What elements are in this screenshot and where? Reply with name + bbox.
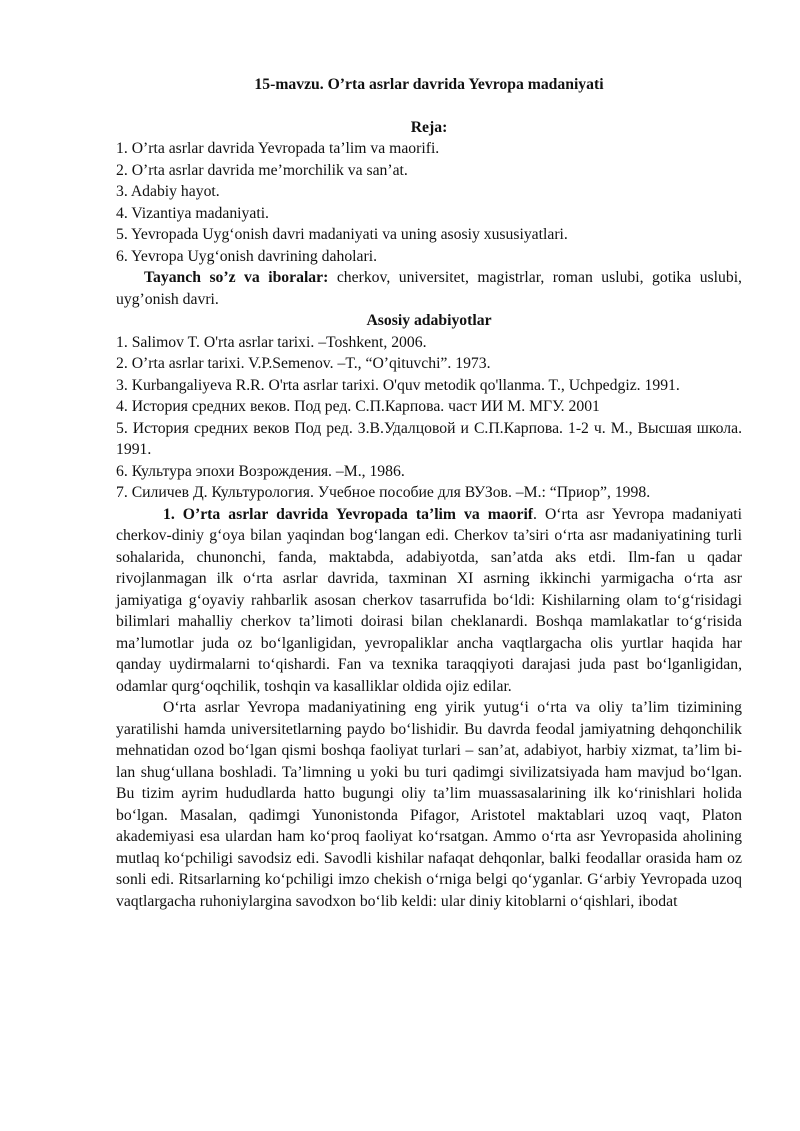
literature-item: 7. Силичев Д. Культурология. Учебное пособие для ВУЗов. –М.: “Приор”, 1998. (116, 484, 651, 501)
section1-heading: 1. O’rta asrlar davrida Yevropada ta’lim va maorif (163, 505, 534, 523)
reja-item: 3. Adabiy hayot. (116, 183, 220, 200)
reja-list (116, 138, 742, 267)
literature-item: 1. Salimov T. O'rta asrlar tarixi. –Toshkent, 2006. (116, 333, 427, 351)
reja-item: 5. Yevropada Uygʻonish davri madaniyati va uning asosiy xususiyatlari. (116, 226, 568, 243)
reja-item: 2. O’rta asrlar davrida me’morchilik va san’at. (116, 161, 408, 179)
section1-paragraph1-text: . Oʻrta asr Yevropa madaniyati cherkov-diniy gʻoya bilan yaqindan bogʻlangan edi. Cherkov ta’siri oʻrta asr madaniyatining turli sohalarida, chunonchi, fanda, maktabda, adabiyotda, san’atda aks etdi. Ilm-fan u qadar rivojlanmagan ilk oʻrta asrlar davrida, taxminan XI asrning ikkinchi yarmigacha oʻrta asr jamiyatiga gʻoyaviy rahbarlik asosan cherkov tasarrufida boʻldi: Kishilarning olam toʻgʻrisidagi bilimlari mahalliy cherkov ta’limoti doirasi bilan cheklanardi. Boshqa mamlakatlar toʻgʻrisida ma’lumotlar juda oz boʻlganligidan, yevropaliklar ancha vaqtlargacha olis yurtlar haqida har qanday uydirmalarni toʻqishardi. Fan va texnika taraqqiyoti darajasi juda past boʻlganligidan, odamlar qurgʻoqchilik, toshqin va kasalliklar oldida ojiz edilar. (116, 505, 742, 695)
reja-item: 1. O’rta asrlar davrida Yevropada ta’lim va maorifi. (116, 140, 440, 157)
keywords-label: Tayanch so’z va iboralar: (144, 269, 329, 286)
literature-list (116, 332, 742, 504)
reja-item: 6. Yevropa Uygʻonish davrining daholari. (116, 247, 377, 265)
keywords-paragraph (116, 267, 742, 310)
literature-item: 5. История средних веков Под ред. З.В.Удалцовой и С.П.Карпова. 1-2 ч. М., Высшая школа. 1991. (116, 419, 742, 458)
document-page (116, 74, 742, 912)
literature-item: 6. Культура эпохи Возрождения. –М., 1986. (116, 462, 405, 480)
keywords-text: cherkov, universitet, magistrlar, roman uslubi, gotika uslubi, uyg’onish davri. (116, 269, 742, 308)
section1-paragraph1 (116, 504, 742, 698)
page-title: 15-mavzu. O’rta asrlar davrida Yevropa madaniyati (254, 76, 604, 93)
literature-item: 2. O’rta asrlar tarixi. V.P.Semenov. –T., “O’qituvchi”. 1973. (116, 355, 491, 372)
reja-heading: Reja: (410, 118, 448, 136)
literature-item: 4. История средних веков. Под ред. С.П.Карпова. част ИИ М. МГУ. 2001 (116, 398, 600, 415)
section1-paragraph2: Oʻrta asrlar Yevropa madaniyatining eng yirik yutugʻi oʻrta va oliy ta’lim tizimining yaratilishi hamda universitetlarning paydo boʻlishidir. Bu davrda feodal jamiyatning dehqonchilik mehnatidan ozod boʻlgan qismi boshqa faoliyat turlari – san’at, adabiyot, harbiy xizmat, ta’lim bi-lan shugʻullana boshladi. Ta’limning u yoki bu turi qadimgi sivilizatsiyada ham mavjud boʻlgan. Bu tizim ayrim hududlarda hatto bugungi oliy ta’lim muassasalarining ilk koʻrinishlari holida boʻlgan. Masalan, qadimgi Yunonistonda Pifagor, Aristotel maktablari uzoq vaqt, Platon akademiyasi esa ulardan ham koʻproq faoliyat koʻrsatgan. Ammo oʻrta asr Yevropasida aholining mutlaq koʻpchiligi savodsiz edi. Savodli kishilar nafaqat dehqonlar, balki feodallar orasida ham oz sonli edi. Ritsarlarning koʻpchiligi imzo chekish oʻrniga belgi qoʻyganlar. Gʻarbiy Yevropada uzoq vaqtlargacha ruhoniylargina savodxon boʻlib keldi: ular diniy kitoblarni oʻqishlari, ibodat (116, 699, 742, 910)
literature-item: 3. Kurbangaliyeva R.R. O'rta asrlar tarixi. O'quv metodik qo'llanma. T., Uchpedgiz. 1991. (116, 376, 680, 394)
literature-heading: Asosiy adabiyotlar (366, 312, 492, 329)
reja-item: 4. Vizantiya madaniyati. (116, 204, 269, 222)
